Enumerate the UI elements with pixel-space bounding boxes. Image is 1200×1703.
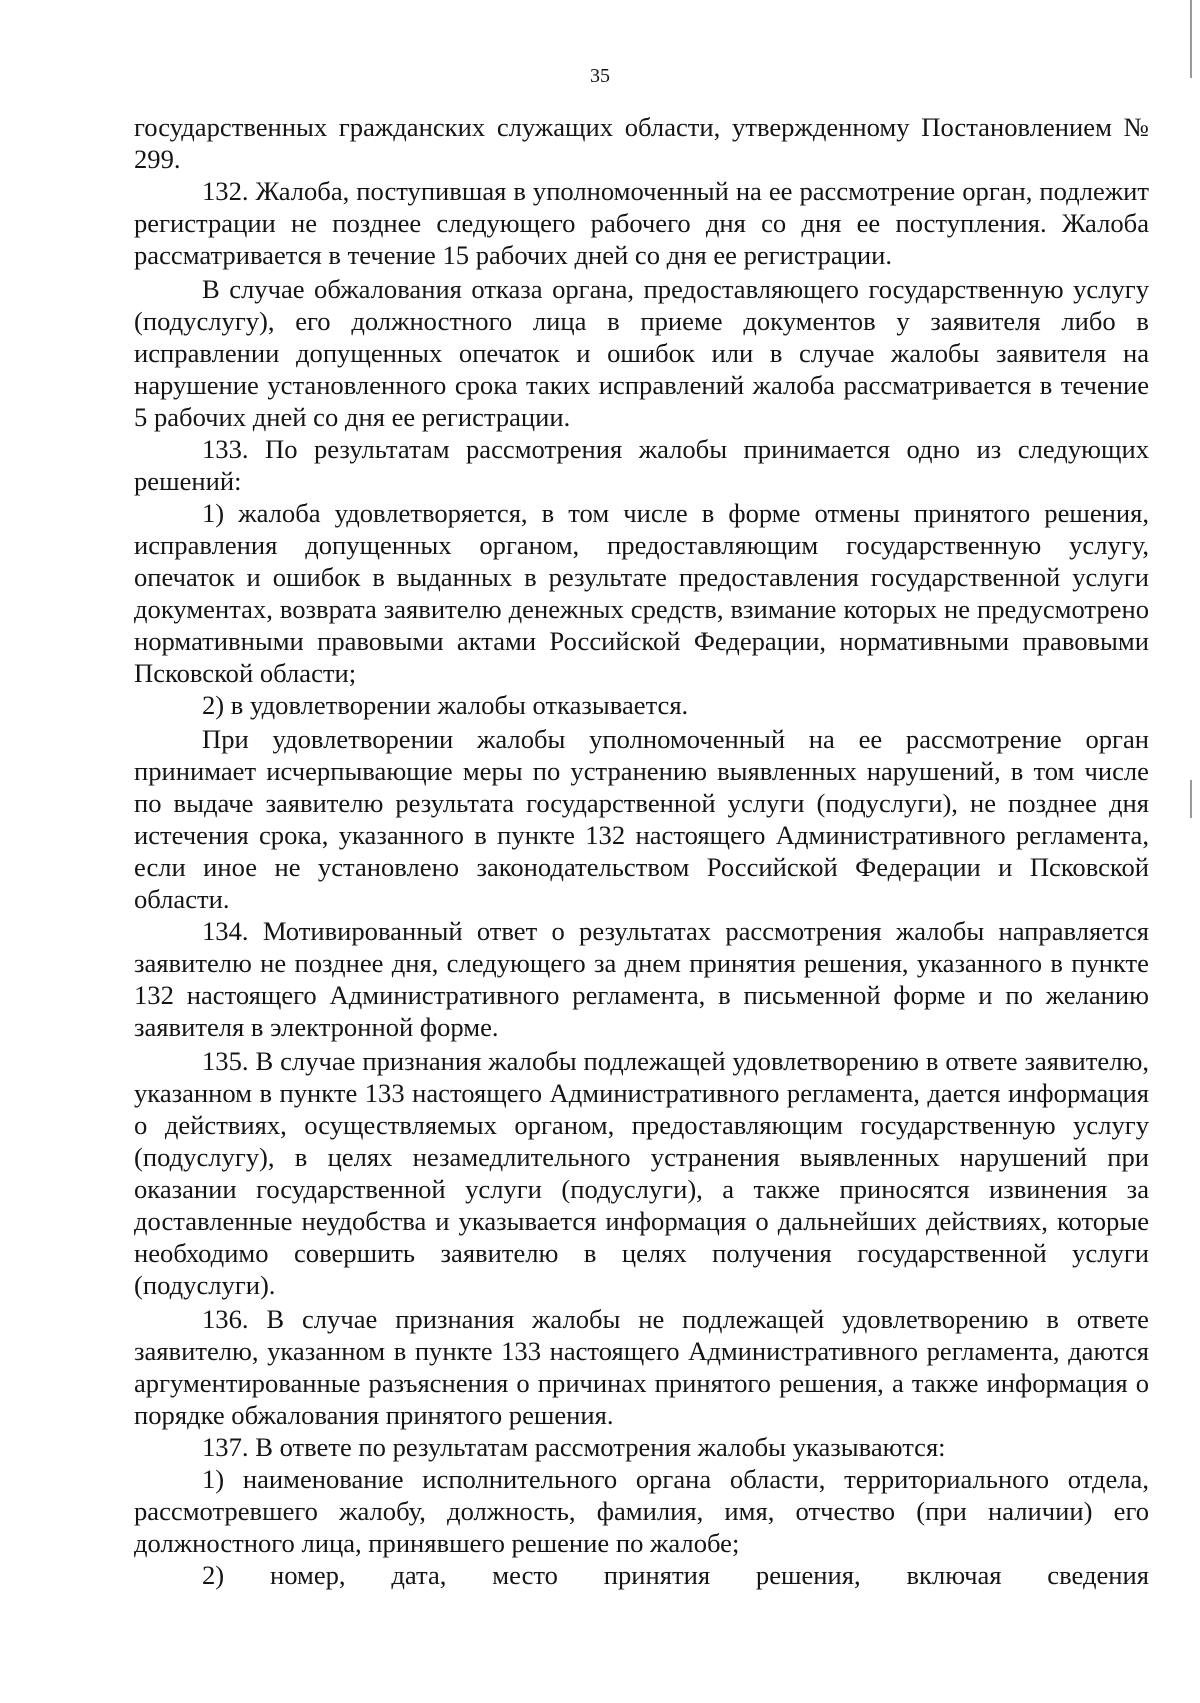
paragraph-133-item-2: 2) в удовлетворении жалобы отказывается. <box>202 690 689 720</box>
paragraph-135: 135. В случае признания жалобы подлежащей удовлетворению в ответе заявителю, указанном в пункте 133 настоящего Административного регламента, дается информация о действиях, осуществляемых органом, предоставляющим государственную услугу (подуслугу), в целях незамедлительного устранения выявленных нарушений при оказании государственной услуги (подуслуги), а также приносятся извинения за доставленные неудобства и указывается информация о дальнейших действиях, которые необходимо совершить заявителю в целях получения государственной услуги (подуслуги). <box>134 1046 1149 1300</box>
paragraph-134: 134. Мотивированный ответ о результатах рассмотрения жалобы направляется заявителю не позднее дня, следующего за днем принятия решения, указанного в пункте 132 настоящего Административного регламента, в письменной форме и по желанию заявителя в электронной форме. <box>134 916 1149 1042</box>
paragraph-137-item-2: 2) номер, дата, место принятия решения, включая сведения <box>202 1560 1149 1590</box>
scan-edge-mark <box>1190 780 1192 818</box>
paragraph-133: 133. По результатам рассмотрения жалобы принимается одно из следующих решений: <box>134 434 1149 496</box>
paragraph-appeal-refusal: В случае обжалования отказа органа, предоставляющего государственную услугу (подуслугу), его должностного лица в приеме документов у заявителя либо в исправлении допущенных опечаток и ошибок или в случае жалобы заявителя на нарушение установленного срока таких исправлений жалоба рассматривается в течение 5 рабочих дней со дня ее регистрации. <box>134 274 1149 432</box>
scan-edge-mark <box>1190 0 1192 78</box>
paragraph-133-item-1: 1) жалоба удовлетворяется, в том числе в форме отмены принятого решения, исправления допущенных органом, предоставляющим государственную услугу, опечаток и ошибок в выданных в результате предоставления государственной услуги документах, возврата заявителю денежных средств, взимание которых не предусмотрено нормативными правовыми актами Российской Федерации, нормативными правовыми Псковской области; <box>134 498 1149 688</box>
paragraph-132: 132. Жалоба, поступившая в уполномоченный на ее рассмотрение орган, подлежит регистрации не позднее следующего рабочего дня со дня ее поступления. Жалоба рассматривается в течение 15 рабочих дней со дня ее регистрации. <box>134 176 1149 270</box>
paragraph-137: 137. В ответе по результатам рассмотрения жалобы указываются: <box>202 1432 946 1462</box>
document-body <box>134 111 1149 1591</box>
page-number: 35 <box>590 65 610 87</box>
paragraph-satisfaction-measures: При удовлетворении жалобы уполномоченный на ее рассмотрение орган принимает исчерпывающие меры по устранению выявленных нарушений, в том числе по выдаче заявителю результата государственной услуги (подуслуги), не позднее дня истечения срока, указанного в пункте 132 настоящего Административного регламента, если иное не установлено законодательством Российской Федерации и Псковской области. <box>134 724 1149 914</box>
paragraph-137-item-1: 1) наименование исполнительного органа области, территориального отдела, рассмотревшего жалобу, должность, фамилия, имя, отчество (при наличии) его должностного лица, принявшего решение по жалобе; <box>134 1464 1149 1558</box>
paragraph: государственных гражданских служащих области, утвержденному Постановлением № 299. <box>134 112 1149 174</box>
paragraph-136: 136. В случае признания жалобы не подлежащей удовлетворению в ответе заявителю, указанном в пункте 133 настоящего Административного регламента, даются аргументированные разъяснения о причинах принятого решения, а также информация о порядке обжалования принятого решения. <box>134 1304 1149 1430</box>
